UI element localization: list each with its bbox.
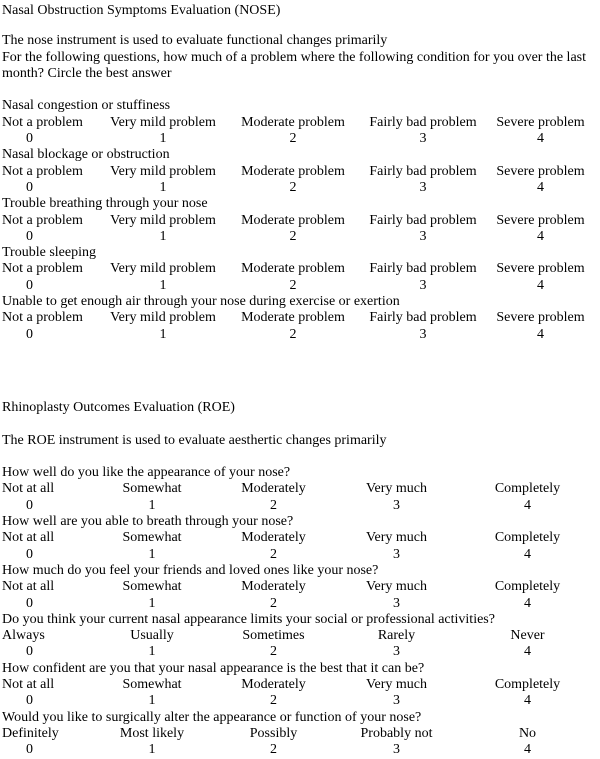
nose-title: Nasal Obstruction Symptoms Evaluation (NOSE) — [2, 3, 281, 18]
option-label[interactable]: Somewhat — [122, 676, 182, 692]
roe-intro-line1: The ROE instrument is used to evaluate aesthertic changes primarily — [2, 432, 387, 448]
option-value[interactable]: 4 — [537, 326, 544, 342]
option-value[interactable]: 0 — [26, 595, 33, 611]
option-value[interactable]: 3 — [393, 595, 400, 611]
roe-title: Rhinoplasty Outcomes Evaluation (ROE) — [2, 399, 235, 415]
answer-values-row — [2, 131, 597, 147]
option-value[interactable]: 2 — [270, 546, 277, 562]
option-label[interactable]: Not at all — [2, 579, 55, 595]
option-label[interactable]: Never — [510, 628, 545, 644]
option-value[interactable]: 3 — [419, 228, 427, 244]
option-label[interactable]: Possibly — [249, 725, 298, 741]
option-label[interactable]: Fairly bad problem — [369, 261, 477, 277]
option-label[interactable]: Completely — [494, 530, 561, 546]
option-label[interactable]: Not at all — [2, 676, 55, 692]
option-value[interactable]: 2 — [270, 644, 277, 660]
option-label[interactable]: Moderate problem — [241, 163, 345, 179]
answer-labels-row — [2, 164, 597, 180]
option-value[interactable]: 4 — [537, 277, 544, 293]
option-label[interactable]: Moderate problem — [241, 310, 345, 326]
answer-labels-row — [2, 579, 597, 595]
question-text: Nasal blockage or obstruction — [2, 147, 170, 163]
option-label[interactable]: Very mild problem — [110, 163, 216, 179]
option-label[interactable]: Rarely — [377, 628, 416, 644]
option-value[interactable]: 2 — [289, 131, 297, 147]
option-value[interactable]: 4 — [524, 742, 531, 758]
option-label[interactable]: Very much — [365, 481, 428, 497]
option-label[interactable]: Very much — [365, 676, 428, 692]
option-label[interactable]: Not a problem — [2, 310, 83, 326]
option-label[interactable]: Not a problem — [2, 212, 83, 228]
option-value[interactable]: 0 — [26, 131, 33, 147]
option-label[interactable]: Severe problem — [496, 261, 585, 277]
option-value[interactable]: 0 — [26, 228, 33, 244]
option-label[interactable]: Severe problem — [496, 310, 585, 326]
option-value[interactable]: 2 — [270, 497, 277, 513]
nose-question-block-5 — [2, 294, 599, 343]
roe-question-block-1 — [2, 465, 599, 514]
question-text: Would you like to surgically alter the appearance or function of your nose? — [2, 709, 422, 725]
answer-values-row — [2, 498, 597, 514]
option-value[interactable]: 0 — [26, 179, 33, 195]
option-value[interactable]: 1 — [159, 179, 167, 195]
option-value[interactable]: 3 — [393, 742, 400, 758]
option-value[interactable]: 1 — [148, 742, 156, 758]
option-label[interactable]: Very mild problem — [110, 114, 216, 130]
option-value[interactable]: 2 — [270, 742, 277, 758]
roe-question-block-4 — [2, 612, 599, 661]
option-value[interactable]: 2 — [270, 595, 277, 611]
option-label[interactable]: Somewhat — [122, 481, 182, 497]
nose-question-block-4 — [2, 245, 599, 294]
option-value[interactable]: 1 — [159, 326, 167, 342]
answer-values-row — [2, 327, 597, 343]
option-value[interactable]: 4 — [537, 228, 544, 244]
option-label[interactable]: Fairly bad problem — [369, 163, 477, 179]
roe-question-block-5 — [2, 661, 599, 710]
option-value[interactable]: 1 — [159, 277, 167, 293]
option-label[interactable]: Somewhat — [122, 579, 182, 595]
answer-values-row — [2, 180, 597, 196]
option-value[interactable]: 0 — [26, 546, 33, 562]
answer-labels-row — [2, 726, 597, 742]
option-label[interactable]: Completely — [494, 579, 561, 595]
answer-values-row — [2, 229, 597, 245]
option-value[interactable]: 0 — [26, 693, 33, 709]
answer-labels-row — [2, 628, 597, 644]
option-label[interactable]: Moderately — [241, 579, 306, 595]
question-text: How well are you able to breath through your nose? — [2, 514, 294, 530]
roe-section — [2, 400, 599, 759]
option-label[interactable]: Severe problem — [496, 114, 585, 130]
option-label[interactable]: Severe problem — [496, 212, 585, 228]
question-text: Unable to get enough air through your nose during exercise or exertion — [2, 294, 400, 310]
option-value[interactable]: 3 — [419, 131, 427, 147]
question-text: Do you think your current nasal appearance limits your social or professional activities? — [2, 611, 495, 627]
question-text: How confident are you that your nasal appearance is the best that it can be? — [2, 660, 425, 676]
option-value[interactable]: 0 — [26, 644, 33, 660]
nose-section — [2, 3, 599, 343]
option-label[interactable]: Always — [2, 628, 45, 644]
option-value[interactable]: 1 — [148, 644, 156, 660]
option-value[interactable]: 1 — [148, 497, 156, 513]
option-value[interactable]: 1 — [159, 131, 167, 147]
option-value[interactable]: 0 — [26, 326, 33, 342]
answer-labels-row — [2, 115, 597, 131]
option-value[interactable]: 3 — [393, 693, 400, 709]
option-value[interactable]: 2 — [270, 693, 277, 709]
option-label[interactable]: Definitely — [2, 725, 59, 741]
option-label[interactable]: Not a problem — [2, 114, 83, 130]
option-label[interactable]: Very mild problem — [110, 261, 216, 277]
option-value[interactable]: 1 — [148, 693, 156, 709]
option-label[interactable]: Moderately — [241, 530, 306, 546]
option-label[interactable]: Very much — [365, 579, 428, 595]
option-value[interactable]: 4 — [524, 546, 531, 562]
answer-labels-row — [2, 261, 597, 277]
option-value[interactable]: 4 — [537, 179, 544, 195]
option-value[interactable]: 1 — [159, 228, 167, 244]
option-label[interactable]: Very mild problem — [110, 310, 216, 326]
option-label[interactable]: Moderately — [241, 481, 306, 497]
option-value[interactable]: 3 — [393, 644, 400, 660]
option-value[interactable]: 0 — [26, 742, 33, 758]
option-label[interactable]: Not at all — [2, 530, 55, 546]
roe-question-block-2 — [2, 514, 599, 563]
option-label[interactable]: Fairly bad problem — [369, 310, 477, 326]
question-text: Trouble breathing through your nose — [2, 196, 208, 212]
option-label[interactable]: No — [518, 725, 537, 741]
option-label[interactable]: Moderately — [241, 676, 306, 692]
option-value[interactable]: 3 — [393, 497, 400, 513]
nose-question-block-1 — [2, 98, 599, 147]
option-value[interactable]: 2 — [289, 326, 297, 342]
option-label[interactable]: Moderate problem — [241, 261, 345, 277]
spacer — [2, 82, 599, 98]
option-value[interactable]: 3 — [419, 277, 427, 293]
answer-labels-row — [2, 481, 597, 497]
option-label[interactable]: Most likely — [119, 725, 185, 741]
section-gap — [2, 343, 599, 400]
answer-values-row — [2, 596, 597, 612]
answer-labels-row — [2, 213, 597, 229]
question-text: How much do you feel your friends and loved ones like your nose? — [2, 562, 379, 578]
option-value[interactable]: 2 — [289, 277, 297, 293]
option-value[interactable]: 0 — [26, 277, 33, 293]
spacer — [2, 19, 599, 33]
option-value[interactable]: 0 — [26, 497, 33, 513]
option-label[interactable]: Not at all — [2, 481, 55, 497]
option-label[interactable]: Fairly bad problem — [369, 212, 477, 228]
option-value[interactable]: 4 — [524, 644, 531, 660]
answer-labels-row — [2, 310, 597, 326]
question-text: Nasal congestion or stuffiness — [2, 98, 171, 114]
option-label[interactable]: Severe problem — [496, 163, 585, 179]
answer-values-row — [2, 278, 597, 294]
spacer — [2, 449, 599, 465]
option-value[interactable]: 3 — [419, 326, 427, 342]
answer-values-row — [2, 742, 597, 758]
option-label[interactable]: Completely — [494, 481, 561, 497]
roe-question-block-3 — [2, 563, 599, 612]
answer-values-row — [2, 693, 597, 709]
option-label[interactable]: Not a problem — [2, 163, 83, 179]
nose-intro-line2: For the following questions, how much of a problem where the following condition for you over the last month? Circle the best answer — [2, 49, 587, 81]
option-value[interactable]: 4 — [524, 595, 531, 611]
option-label[interactable]: Sometimes — [242, 628, 305, 644]
option-label[interactable]: Moderate problem — [241, 212, 345, 228]
option-value[interactable]: 3 — [419, 179, 427, 195]
answer-values-row — [2, 644, 597, 660]
option-value[interactable]: 4 — [524, 497, 531, 513]
option-label[interactable]: Very much — [365, 530, 428, 546]
nose-intro-line1: The nose instrument is used to evaluate functional changes primarily — [2, 33, 388, 49]
question-text: Trouble sleeping — [2, 245, 96, 261]
option-label[interactable]: Fairly bad problem — [369, 114, 477, 130]
answer-labels-row — [2, 677, 597, 693]
roe-question-block-6 — [2, 710, 599, 759]
option-value[interactable]: 2 — [289, 228, 297, 244]
option-value[interactable]: 4 — [524, 693, 531, 709]
option-label[interactable]: Completely — [494, 676, 561, 692]
nose-question-block-2 — [2, 147, 599, 196]
spacer — [2, 416, 599, 432]
option-label[interactable]: Moderate problem — [241, 114, 345, 130]
option-value[interactable]: 1 — [148, 595, 156, 611]
option-value[interactable]: 3 — [393, 546, 400, 562]
option-value[interactable]: 4 — [537, 131, 544, 147]
option-label[interactable]: Very mild problem — [110, 212, 216, 228]
option-label[interactable]: Somewhat — [122, 530, 182, 546]
option-label[interactable]: Usually — [130, 628, 174, 644]
option-label[interactable]: Not a problem — [2, 261, 83, 277]
answer-labels-row — [2, 530, 597, 546]
question-text: How well do you like the appearance of your nose? — [2, 465, 291, 481]
answer-values-row — [2, 547, 597, 563]
option-value[interactable]: 2 — [289, 179, 297, 195]
option-label[interactable]: Probably not — [360, 725, 433, 741]
nose-question-block-3 — [2, 196, 599, 245]
option-value[interactable]: 1 — [148, 546, 156, 562]
